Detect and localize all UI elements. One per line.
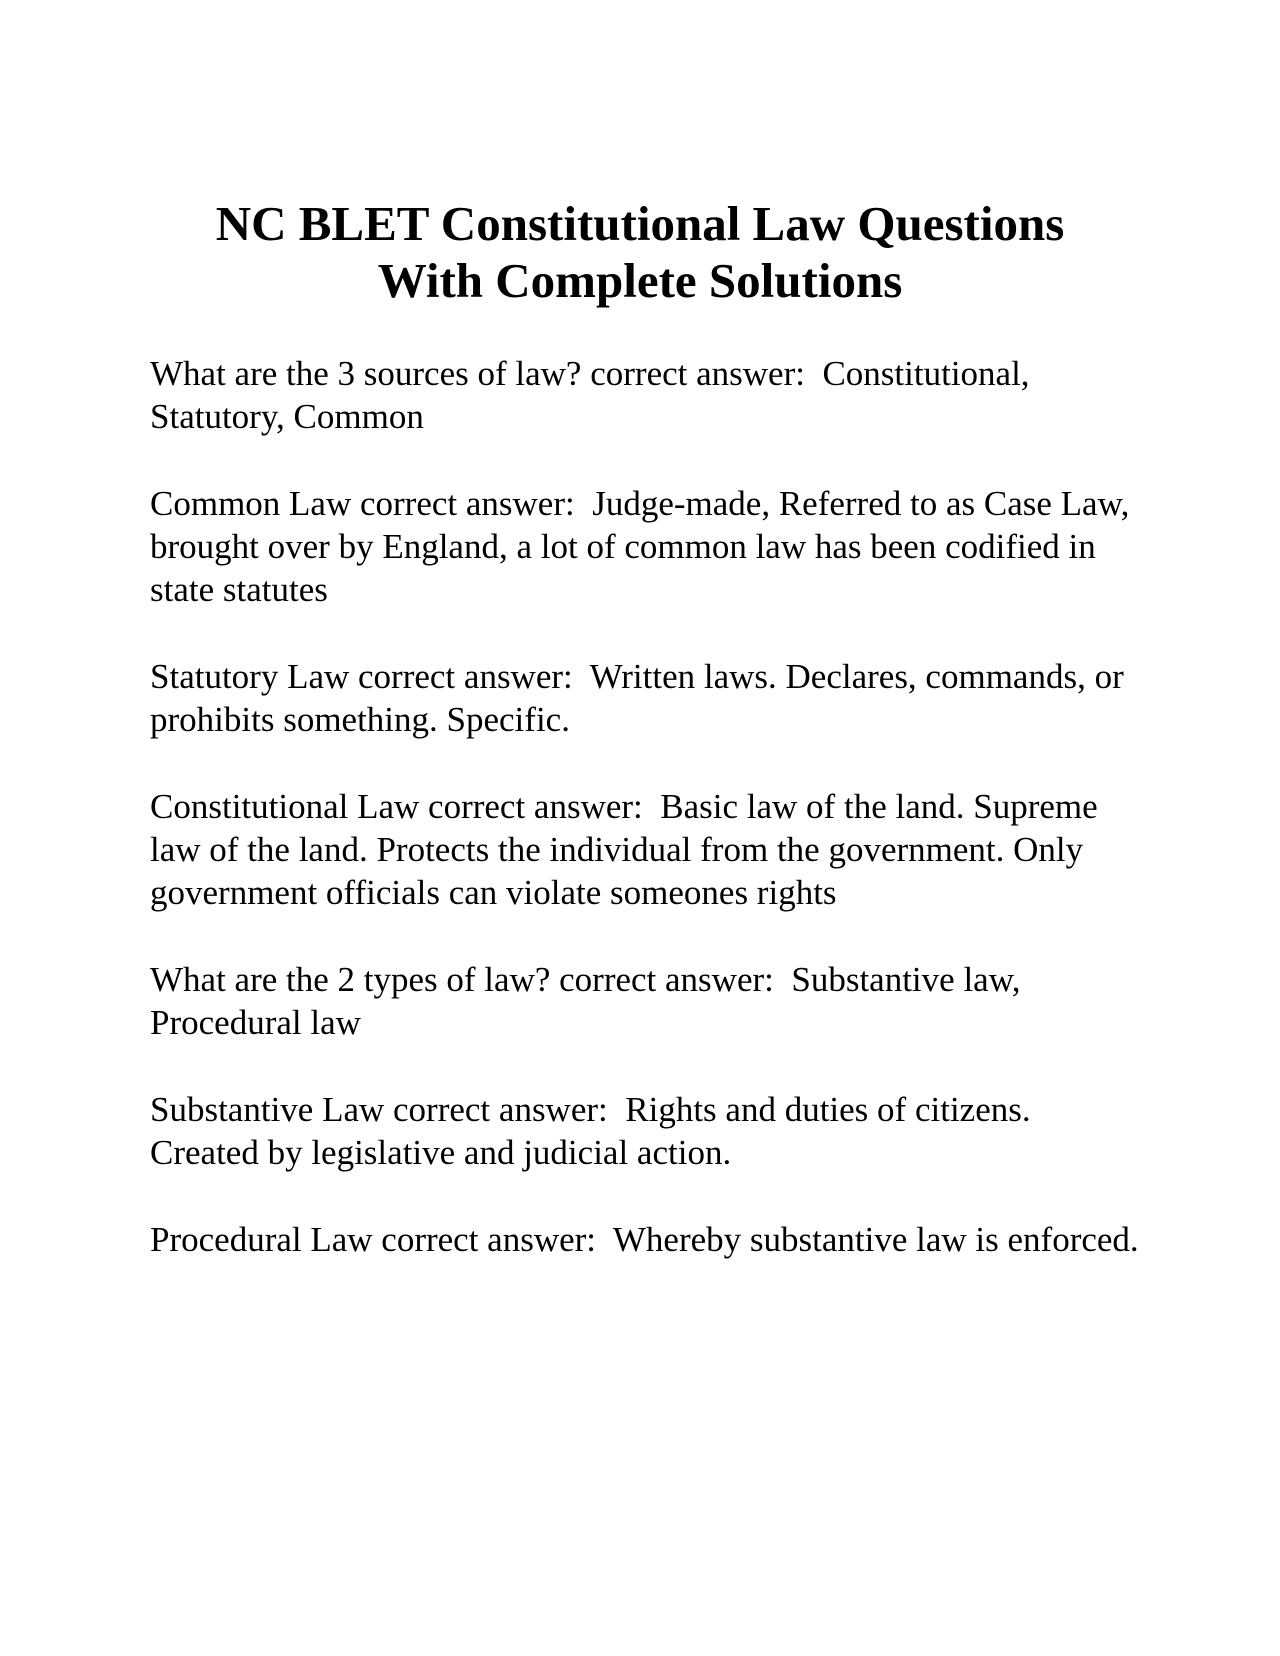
qa-item-types-of-law: What are the 2 types of law? correct answer: Substantive law, Procedural law xyxy=(150,960,1030,1042)
qa-item-constitutional-law: Constitutional Law correct answer: Basic law of the land. Supreme law of the land. Protects the individual from the government. Only government officials can violate someones rights xyxy=(150,787,1107,912)
qa-item-sources-of-law: What are the 3 sources of law? correct answer: Constitutional, Statutory, Common xyxy=(150,354,1039,436)
qa-item-substantive-law: Substantive Law correct answer: Rights and duties of citizens. Created by legislative and judicial action. xyxy=(150,1090,1040,1172)
page-title xyxy=(150,195,1130,309)
title-line-1: NC BLET Constitutional Law Questions xyxy=(215,196,1065,251)
qa-item-procedural-law: Procedural Law correct answer: Whereby substantive law is enforced. xyxy=(150,1220,1139,1259)
title-line-2: With Complete Solutions xyxy=(377,253,903,308)
qa-item-common-law: Common Law correct answer: Judge-made, Referred to as Case Law, brought over by England, a lot of common law has been codified in state statutes xyxy=(150,484,1139,609)
qa-item-statutory-law: Statutory Law correct answer: Written laws. Declares, commands, or prohibits something. Specific. xyxy=(150,657,1133,739)
qa-list xyxy=(150,352,1140,1305)
